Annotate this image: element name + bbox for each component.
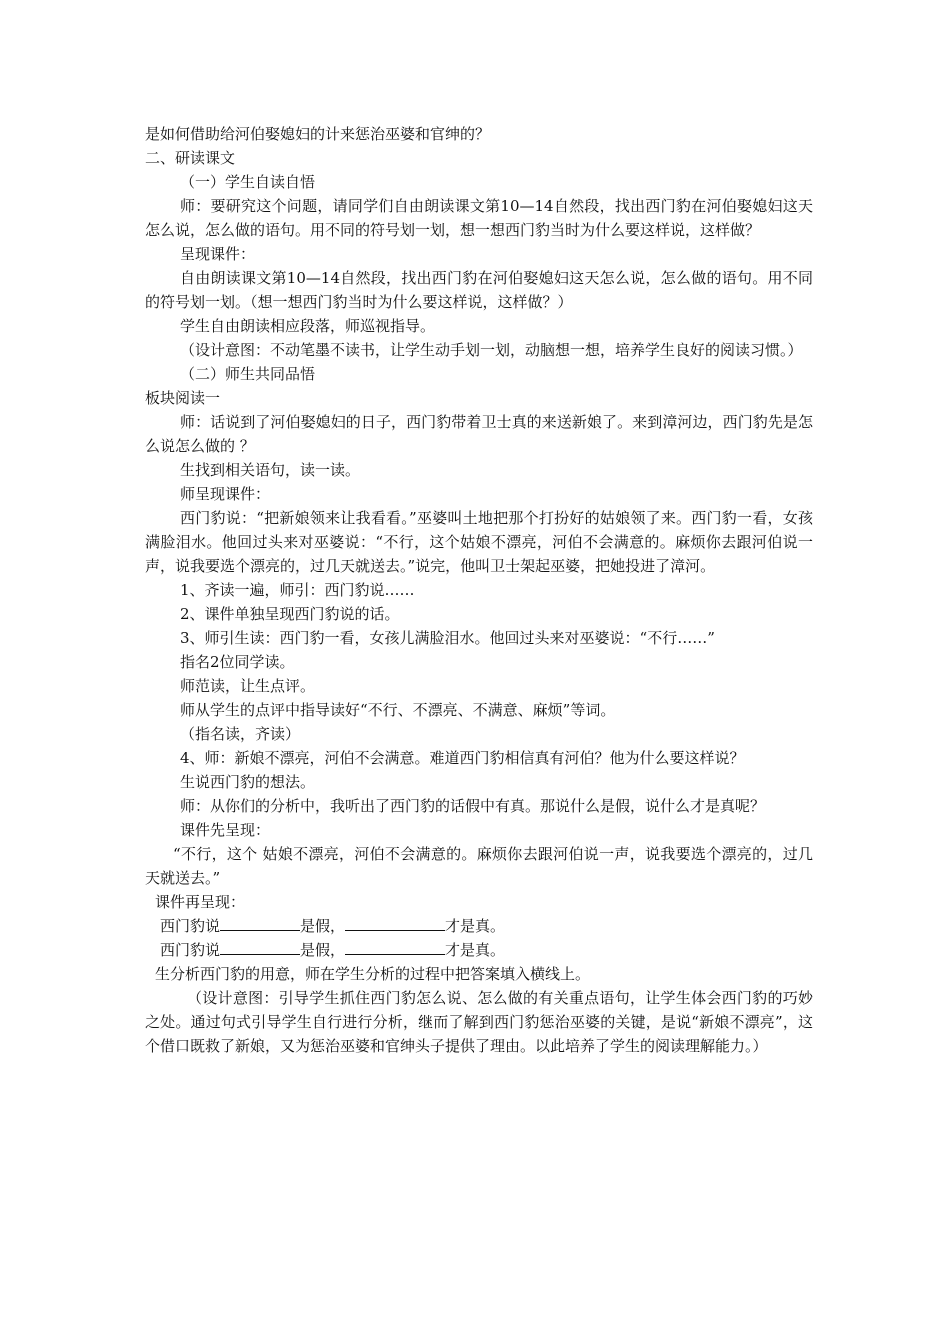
answer-blank xyxy=(220,914,300,931)
design-intent-note: （设计意图：不动笔墨不读书，让学生动手划一划，动脑想一想，培养学生良好的阅读习惯。） xyxy=(180,341,803,359)
paragraph: 生分析西门豹的用意，师在学生分析的过程中把答案填入横线上。 xyxy=(155,965,591,983)
paragraph: 师范读，让生点评。 xyxy=(180,677,316,695)
fill-in-line xyxy=(145,914,813,938)
paragraph: 师：从你们的分析中，我听出了西门豹的话假中有真。那说什么是假，说什么才是真呢？ xyxy=(180,797,766,815)
section-heading: 二、研读课文 xyxy=(145,149,236,167)
paragraph: 师：话说到了河伯娶媳妇的日子，西门豹带着卫士真的来送新娘了。来到漳河边，西门豹先是怎么说怎么做的 ？ xyxy=(145,413,813,455)
list-item: 2、课件单独呈现西门豹说的话。 xyxy=(180,605,400,623)
answer-blank xyxy=(345,914,445,931)
paragraph: （指名读，齐读） xyxy=(180,725,301,743)
paragraph: 是如何借助给河伯娶媳妇的计来惩治巫婆和官绅的？ xyxy=(145,125,491,143)
paragraph: 课件再呈现： xyxy=(155,893,246,911)
paragraph: 呈现课件： xyxy=(180,245,256,263)
list-item: 3、师引生读：西门豹一看，女孩儿满脸泪水。他回过头来对巫婆说：“不行……” xyxy=(180,629,715,647)
paragraph: 学生自由朗读相应段落，师巡视指导。 xyxy=(180,317,436,335)
paragraph: 课件先呈现： xyxy=(180,821,271,839)
paragraph: 师呈现课件： xyxy=(180,485,271,503)
design-intent-note: （设计意图：引导学生抓住西门豹怎么说、怎么做的有关重点语句，让学生体会西门豹的巧妙之处。通过句式引导学生自行进行分析，继而了解到西门豹惩治巫婆的关键，是说“新娘不漂亮”，这个借口既救了新娘，又为惩治巫婆和官绅头子提供了理由。以此培养了学生的阅读理解能力。） xyxy=(145,989,813,1055)
courseware-text: 西门豹说：“把新娘领来让我看看。”巫婆叫土地把那个打扮好的姑娘领了来。西门豹一看，女孩满脸泪水。他回过头来对巫婆说：“不行，这个姑娘不漂亮，河伯不会满意的。麻烦你去跟河伯说一声，说我要选个漂亮的，过几天就送去。”说完，他叫卫士架起巫婆，把她投进了漳河。 xyxy=(145,509,813,575)
paragraph: 师：要研究这个问题，请同学们自由朗读课文第10—14自然段，找出西门豹在河伯娶媳妇这天怎么说，怎么做的语句。用不同的符号划一划，想一想西门豹当时为什么要这样说，这样做？ xyxy=(145,197,813,239)
paragraph: 生说西门豹的想法。 xyxy=(180,773,316,791)
fill-suffix: 才是真。 xyxy=(445,917,506,935)
answer-blank xyxy=(220,938,300,955)
paragraph: 师从学生的点评中指导读好“不行、不漂亮、不满意、麻烦”等词。 xyxy=(180,701,616,719)
paragraph: 指名2位同学读。 xyxy=(180,653,295,671)
fill-prefix: 西门豹说 xyxy=(160,917,221,935)
fill-suffix: 才是真。 xyxy=(445,941,506,959)
fill-in-line xyxy=(145,938,813,962)
answer-blank xyxy=(345,938,445,955)
subsection-heading: （一）学生自读自悟 xyxy=(180,173,316,191)
document-page xyxy=(145,122,813,1058)
fill-mid: 是假， xyxy=(300,917,346,935)
courseware-quote: “不行，这个 姑娘不漂亮，河伯不会满意的。麻烦你去跟河伯说一声，说我要选个漂亮的，过几天就送去。” xyxy=(145,845,813,887)
list-item: 4、师：新娘不漂亮，河伯不会满意。难道西门豹相信真有河伯？他为什么要这样说？ xyxy=(180,749,745,767)
paragraph: 生找到相关语句，读一读。 xyxy=(180,461,361,479)
fill-prefix: 西门豹说 xyxy=(160,941,221,959)
courseware-text: 自由朗读课文第10—14自然段，找出西门豹在河伯娶媳妇这天怎么说，怎么做的语句。用不同的符号划一划。（想一想西门豹当时为什么要这样说，这样做？） xyxy=(145,269,813,311)
block-heading: 板块阅读一 xyxy=(145,389,221,407)
fill-mid: 是假， xyxy=(300,941,346,959)
subsection-heading: （二）师生共同品悟 xyxy=(180,365,316,383)
list-item: 1、齐读一遍，师引：西门豹说…… xyxy=(180,581,415,599)
